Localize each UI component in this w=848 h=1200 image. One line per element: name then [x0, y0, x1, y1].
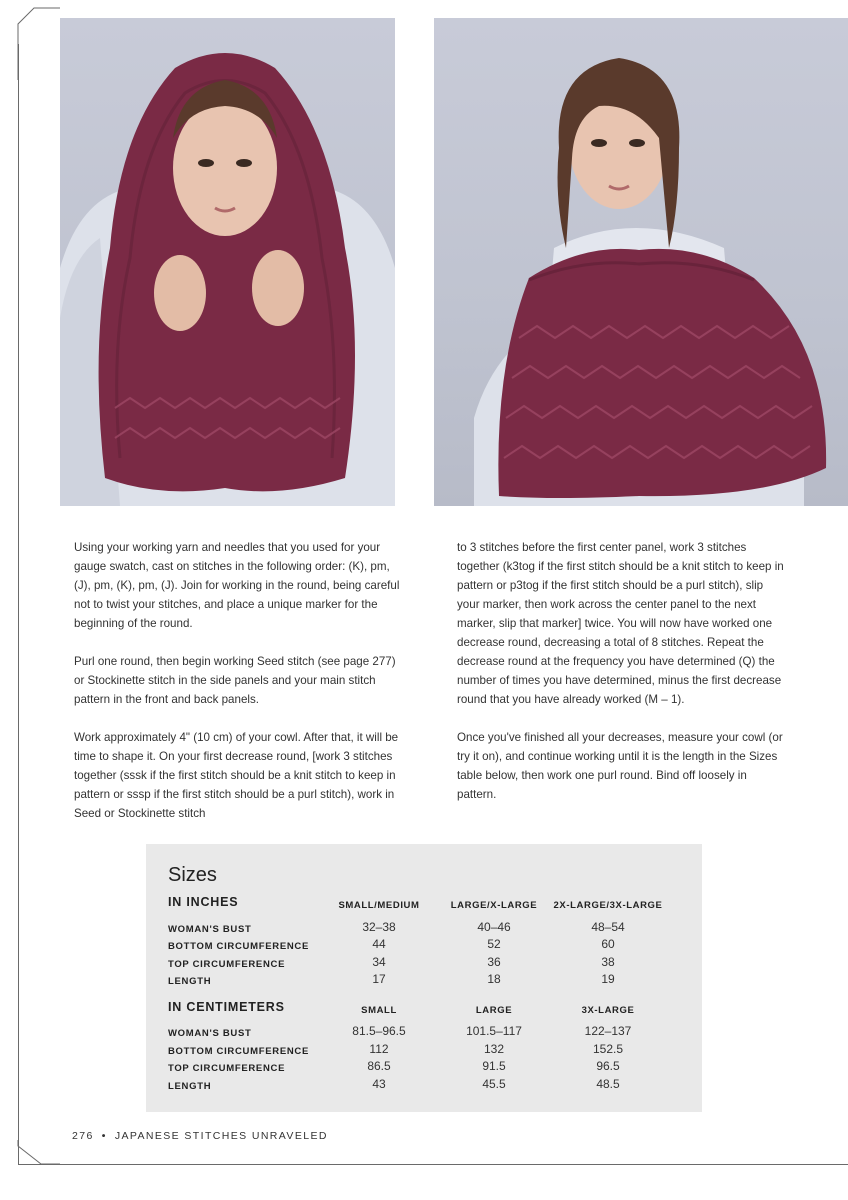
- table-cell: 45.5: [482, 1077, 506, 1091]
- footer-separator: •: [101, 1130, 107, 1142]
- table-cell: 122–137: [584, 1024, 632, 1038]
- sizes-title: Sizes: [168, 864, 217, 886]
- row-label: LENGTH: [168, 976, 212, 987]
- table-cell: 152.5: [592, 1042, 624, 1056]
- column-header: SMALL: [361, 1005, 397, 1016]
- paragraph: Using your working yarn and needles that you used for your gauge swatch, cast on stitches in the following order: (K), pm, (J), pm, (K), pm, (J). Join for working in the round, being careful not to twist your stitches, and place a unique marker for the beginning of the round.: [74, 541, 400, 630]
- column-header: 2X-LARGE/3X-LARGE: [553, 900, 663, 911]
- centimeters-heading: IN CENTIMETERS: [168, 1000, 285, 1014]
- table-cell: 48–54: [591, 920, 625, 934]
- column-header: SMALL/MEDIUM: [338, 900, 420, 911]
- table-cell: 132: [483, 1042, 505, 1056]
- row-label: WOMAN'S BUST: [168, 1028, 252, 1039]
- table-cell: 17: [372, 972, 386, 986]
- table-cell: 91.5: [482, 1059, 506, 1073]
- table-cell: 34: [372, 955, 386, 969]
- page-number: 276: [72, 1130, 94, 1142]
- photo-hooded-cowl: [60, 18, 395, 506]
- row-label: WOMAN'S BUST: [168, 924, 252, 935]
- frame-corner-top: [0, 0, 60, 80]
- page-footer: [72, 1130, 328, 1142]
- row-label: BOTTOM CIRCUMFERENCE: [168, 941, 310, 952]
- frame-corner-bottom: [0, 1140, 60, 1180]
- row-label: BOTTOM CIRCUMFERENCE: [168, 1046, 310, 1057]
- paragraph: Work approximately 4" (10 cm) of your cowl. After that, it will be time to shape it. On your first decrease round, [work 3 stitches together (sssk if the first stitch should be a knit stitch to keep in pattern or sssp if the first stitch should be a purl stitch), work in Seed or Stockinette stitch: [74, 731, 399, 820]
- table-cell: 60: [601, 937, 615, 951]
- column-header: LARGE/X-LARGE: [450, 900, 538, 911]
- table-cell: 44: [372, 937, 386, 951]
- table-cell: 101.5–117: [466, 1024, 522, 1038]
- table-cell: 18: [487, 972, 501, 986]
- table-cell: 96.5: [596, 1059, 620, 1073]
- table-cell: 38: [601, 955, 615, 969]
- table-cell: 36: [487, 955, 501, 969]
- table-cell: 32–38: [362, 920, 396, 934]
- book-title: JAPANESE STITCHES UNRAVELED: [114, 1130, 328, 1142]
- table-cell: 48.5: [596, 1077, 620, 1091]
- table-cell: 112: [369, 1042, 389, 1056]
- table-cell: 86.5: [367, 1059, 391, 1073]
- table-cell: 40–46: [477, 920, 511, 934]
- table-cell: 43: [372, 1077, 386, 1091]
- body-text-left-column: [74, 538, 406, 842]
- row-label: TOP CIRCUMFERENCE: [168, 1063, 286, 1074]
- inches-heading: IN INCHES: [168, 895, 239, 909]
- table-cell: 52: [487, 937, 501, 951]
- row-label: TOP CIRCUMFERENCE: [168, 959, 286, 970]
- column-header: 3X-LARGE: [581, 1005, 635, 1016]
- photo-capelet-cowl: [434, 18, 848, 506]
- row-label: LENGTH: [168, 1081, 212, 1092]
- table-cell: 81.5–96.5: [352, 1024, 406, 1038]
- paragraph: to 3 stitches before the first center panel, work 3 stitches together (k3tog if the first stitch should be a knit stitch to keep in pattern or p3tog if the first stitch should be a purl stitch), slip your marker, then work across the center panel to the next marker, slip that marker] twice. You will now have worked one decrease round, decreasing a total of 8 stitches. Repeat the decrease round at the frequency you have determined (Q) the number of times you have determined, minus the first decrease round that you have already worked (M – 1).: [457, 541, 784, 706]
- table-cell: 19: [601, 972, 615, 986]
- paragraph: Purl one round, then begin working Seed stitch (see page 277) or Stockinette stitch in the side panels and your main stitch pattern in the front and back panels.: [74, 655, 396, 706]
- column-header: LARGE: [475, 1005, 513, 1016]
- paragraph: Once you've finished all your decreases, measure your cowl (or try it on), and continue working until it is the length in the Sizes table below, then work one purl round. Bind off loosely in pattern.: [457, 731, 783, 801]
- body-text-right-column: [457, 538, 787, 823]
- sizes-table: [146, 844, 702, 1112]
